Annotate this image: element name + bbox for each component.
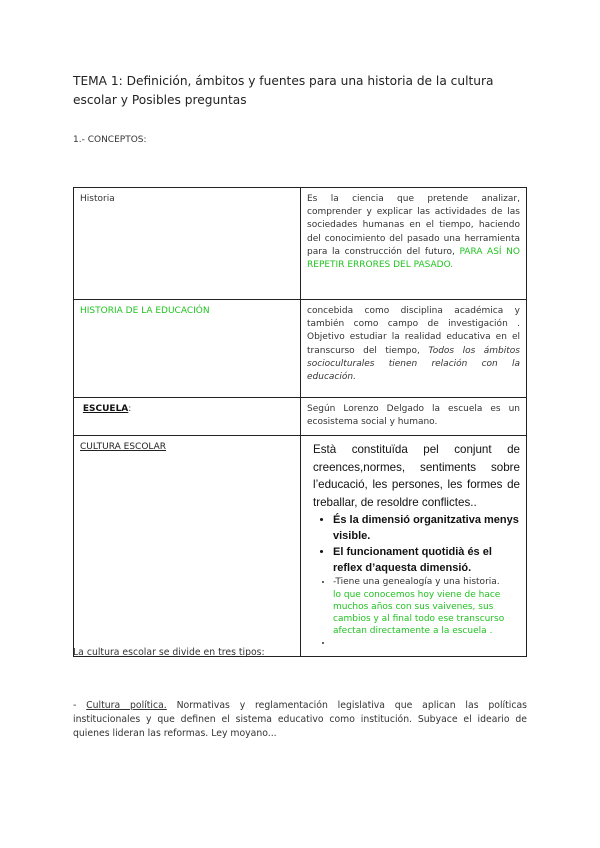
definition-cell-historia-educacion: [301, 300, 527, 398]
table-row-historia-educacion: [74, 300, 527, 398]
definition-cell-historia: [301, 188, 527, 300]
definition-historia-educacion: concebida como disciplina académica y también como campo de investigación . Objetivo estudiar la realidad educativa en el transcurso del tiempo,: [307, 306, 520, 356]
list-item: • El funcionament quotidià és el reflex d’aquesta dimensió.: [333, 544, 520, 576]
table-row-historia: [74, 188, 527, 300]
definition-escuela: Según Lorenzo Delgado la escuela es un ecosistema social y humano.: [307, 404, 520, 428]
definition-historia-highlight: PARA ASÍ NO REPETIR ERRORES DEL PASADO.: [307, 246, 520, 271]
term-escuela-colon: :: [128, 404, 132, 414]
cultura-escolar-bullet-list: [307, 512, 520, 649]
concepts-table: [73, 187, 527, 657]
definition-cell-cultura-escolar: [301, 436, 527, 656]
list-item: [333, 576, 520, 637]
table-row-cultura-escolar: [74, 436, 527, 656]
term-cell-cultura-escolar: [74, 436, 301, 656]
term-cultura-escolar: CULTURA ESCOLAR: [80, 442, 167, 453]
bullet3-highlight: lo que conocemos hoy viene de hace muchos años con sus vaivenes, sus cambios y al final todo ese transcurso afectan directamente a la escuela .: [333, 589, 505, 637]
term-historia-educacion: HISTORIA DE LA EDUCACIÓN: [80, 306, 210, 316]
bullet3-lead: -Tiene una genealogía y una historia.: [333, 577, 500, 588]
definition-cell-escuela: [301, 398, 527, 436]
term-historia: Historia: [80, 194, 115, 204]
cultura-politica-text: Normativas y reglamentación legislativa que aplican las políticas institucionales y que definen el sistema educativo como institución. Subyace el ideario de quienes lideran las reformas. Ley moyano...: [73, 700, 527, 739]
list-item: • És la dimensió organitzativa menys visible.: [333, 512, 520, 544]
paragraph-prefix: -: [73, 700, 87, 711]
document-title: TEMA 1: Definición, ámbitos y fuentes para una historia de la cultura escolar y Posibles preguntas: [73, 74, 494, 107]
paragraph-cultura-politica: [73, 699, 527, 741]
term-cell-historia: [74, 188, 301, 300]
definition-cultura-escolar: Està constituïda pel conjunt de creences,normes, sentiments sobre l’educació, les persones, les formes de treballar, de resoldre conflictes..: [313, 443, 520, 509]
term-cell-escuela: [74, 398, 301, 436]
table-row-escuela: [74, 398, 527, 436]
term-cell-historia-educacion: [74, 300, 301, 398]
definition-historia-educacion-italic: Todos los ámbitos socioculturales tienen relación con la educación.: [307, 345, 520, 383]
term-escuela: ESCUELA: [82, 404, 129, 414]
section-heading-conceptos: 1.- CONCEPTOS:: [73, 135, 147, 145]
paragraph-tipos: La cultura escolar se divide en tres tipos:: [73, 647, 265, 658]
definition-historia: Es la ciencia que pretende analizar, comprender y explicar las actividades de las sociedades humanas en el tiempo, haciendo del conocimiento del pasado una herramienta para la construcción del futuro,: [307, 194, 520, 257]
cultura-politica-term: Cultura política.: [86, 700, 167, 711]
